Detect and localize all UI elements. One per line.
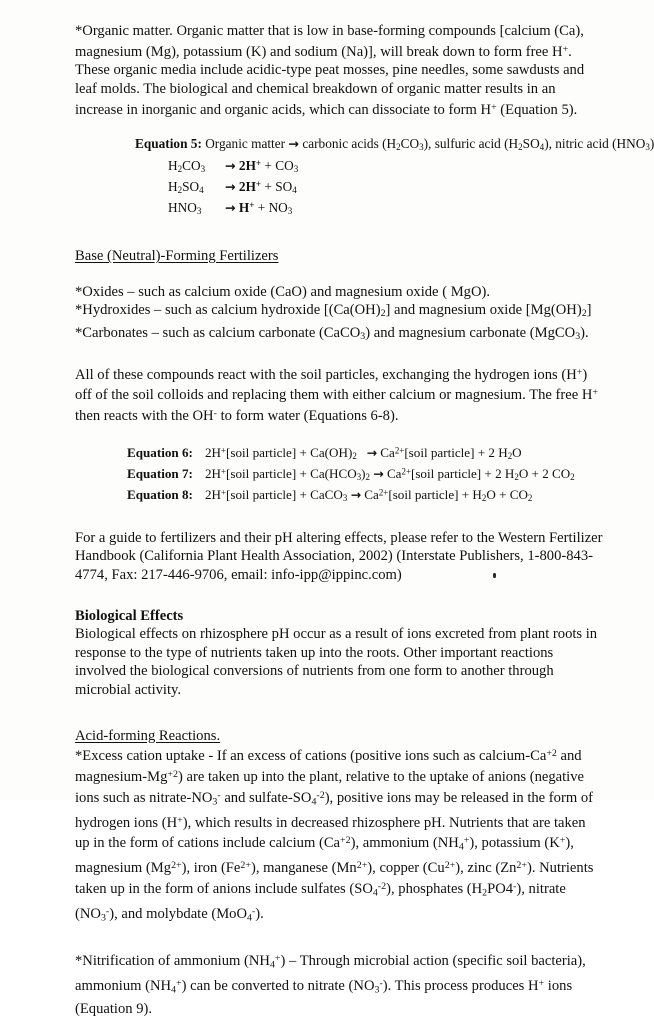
equation-5-row xyxy=(168,199,603,220)
equation-6-row xyxy=(127,443,603,464)
base-forming-paragraph: All of these compounds react with the soil particles, exchanging the hydrogen ions (H+) off of the soil colloids and replacing them with either calcium or magnesium. The free H+ then reacts with the OH- to form water (Equations 6-8). xyxy=(75,366,598,425)
equation-5-header-text: Organic matter → carbonic acids $(H_2CO_3)$, sulfuric acid $(H_2SO_4)$, nitric acid $(HNO_3)$ xyxy=(205,136,654,153)
nitrification-paragraph: *Nitrification of ammonium $(NH_4^+)$ – Through microbial action (specific soil bacteria), ammonium $(NH_4^+)$ can be converted to nitrate $(NO_3^-)$. This process produces H+ ions (Equation 9). xyxy=(75,952,586,1017)
acid-forming-heading: Acid-forming Reactions. xyxy=(75,727,221,744)
equation-6-label: Equation 6: xyxy=(127,444,193,460)
equation-7-row xyxy=(127,464,603,485)
equation-5-row xyxy=(168,177,603,198)
spacer xyxy=(75,347,603,364)
spacer xyxy=(75,928,603,950)
equation-7-body: 2H+[soil particle] + $Ca(HCO_3)_2$ → $Ca^{2+}[soil$ particle] + 2 $H_2O + 2$ $CO_2$ xyxy=(205,465,575,482)
equation-5-row xyxy=(168,156,603,177)
base-forming-bullet: *Hydroxides – such as calcium hydroxide [$(Ca(OH)_2]$ and magnesium oxide $[Mg(OH)_2]$ xyxy=(75,302,592,320)
spacer xyxy=(75,266,603,283)
equation-6-body: 2H+[soil particle] + $Ca(OH)_2$ → $Ca^{2+}[soil$ particle] + 2 $H_2O$ xyxy=(205,444,522,461)
equation-8-body: 2H+[soil particle] + CaCO$_3$ → $Ca^{2+}[soil$ particle] + $H_2O + CO_2$ xyxy=(205,487,533,504)
organic-matter-paragraph: *Organic matter. Organic matter that is low in base-forming compounds [calcium (Ca), magnesium (Mg), potassium (K) and sodium (Na)], will break down to form free H+. These organic media include acidic-type peat mosses, pine needles, some sawdusts and leaf molds. The biological and chemical breakdown of organic matter results in an increase in inorganic and organic acids, which can dissociate to form H+ (Equation 5). xyxy=(75,23,585,118)
equation-5-reactant: $H_2SO_4$ xyxy=(168,179,204,196)
spacer xyxy=(75,220,603,247)
equation-5-header-row xyxy=(135,136,654,156)
spacer xyxy=(75,507,603,529)
base-forming-bullet: *Oxides – such as calcium oxide (CaO) and magnesium oxide ( MgO). xyxy=(75,283,491,300)
equation-7-label: Equation 7: xyxy=(127,465,193,481)
equation-5-reactant: $H_2CO_3$ xyxy=(168,157,206,174)
base-forming-bullet: *Carbonates – such as calcium carbonate (CaCO$_3$) and magnesium carbonate (MgCO$_3$). xyxy=(75,324,589,343)
biological-effects-paragraph: Biological effects on rhizosphere pH occur as a result of ions excreted from plant roots in response to the type of nutrients taken up into the roots. Other important reactions involved the biological conversions of nutrients from one form to another through microbial activity. xyxy=(75,626,598,698)
spacer xyxy=(75,119,603,136)
equation-5-rows xyxy=(168,156,603,220)
equation-5-block xyxy=(135,136,654,220)
spacer xyxy=(75,585,603,607)
excess-cation-uptake-paragraph: *Excess cation uptake - If an excess of cations (positive ions such as calcium-$Ca^{+2}$ and magnesium-$Mg^{+2}$) are taken up into the plant, relative to the uptake of anions (negative ions such as nitrate-$NO_3^-$ and sulfate-$SO_4^{-2}$), positive ions may be released in the form of hydrogen ions (H+), which results in decreased rhizosphere pH. Nutrients that are taken up in the form of cations include calcium $(Ca^{+2})$, ammonium $(NH_4^+)$, potassium (K+), magnesium $(Mg^{2+})$, iron $(Fe^{2+})$, manganese $(Mn^{2+})$, copper $(Cu^{2+})$, zinc $(Zn^{2+})$. Nutrients taken up in the form of anions include sulfates $(SO_4^{-2})$, phosphates $(H_2PO4^-)$, nitrate $(NO_3^-)$, and molybdate (MoO$_4$-). xyxy=(75,748,594,924)
spacer xyxy=(75,700,603,727)
equation-5-product: → $2H^+ + SO_4$ xyxy=(225,179,297,196)
scan-speck-artifact xyxy=(493,573,496,578)
equation-8-label: Equation 8: xyxy=(127,487,193,503)
equation-5-label: Equation 5: xyxy=(135,136,202,152)
base-forming-heading: Base (Neutral)-Forming Fertilizers xyxy=(75,247,279,264)
equation-5-reactant: $HNO_3$ xyxy=(168,200,202,217)
fertilizer-guide-paragraph: For a guide to fertilizers and their pH altering effects, please refer to the Western Fertilizer Handbook (California Plant Health Association, 2002) (Interstate Publishers, 1-800-843-4774, Fax: 217-446-9706, email: info-ipp@ippinc.com) xyxy=(75,529,603,583)
equation-5-product: → $H^+ + NO_3$ xyxy=(225,200,293,217)
biological-effects-heading: Biological Effects xyxy=(75,607,184,624)
equation-8-row xyxy=(127,486,603,507)
equations-6-8-block xyxy=(127,443,603,507)
page-content xyxy=(75,22,654,1018)
spacer xyxy=(75,426,603,443)
equation-5-product: → $2H^+ + CO_3$ xyxy=(225,157,299,174)
